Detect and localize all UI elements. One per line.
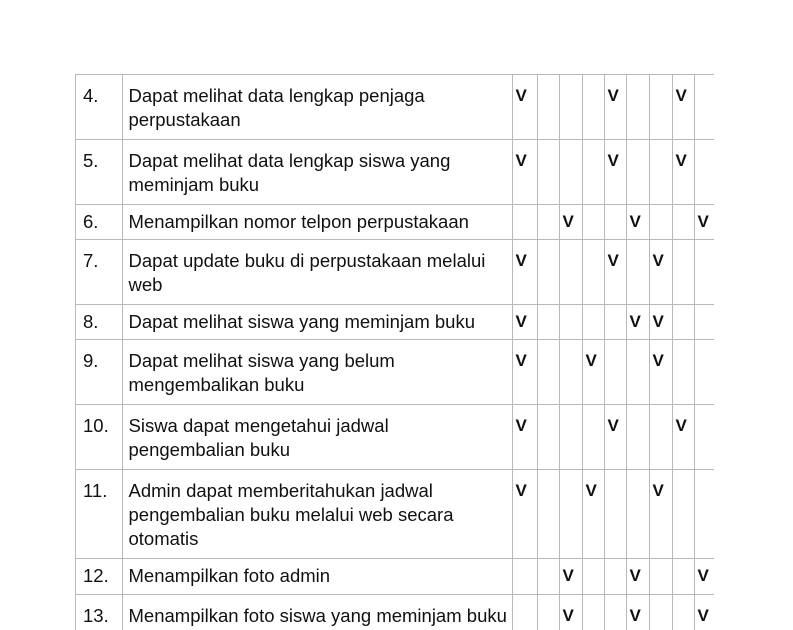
check-cell: V [559, 595, 582, 630]
check-cell [537, 205, 559, 240]
row-description: Menampilkan foto admin [122, 559, 512, 595]
check-cell: V [649, 340, 672, 405]
check-cell [694, 470, 714, 559]
check-cell [559, 405, 582, 470]
check-cell [582, 405, 604, 470]
check-cell [582, 305, 604, 340]
row-number: 8. [76, 305, 122, 340]
row-description: Dapat melihat siswa yang meminjam buku [122, 305, 512, 340]
check-cell: V [694, 595, 714, 630]
check-cell [626, 405, 649, 470]
row-description: Dapat update buku di perpustakaan melalui web [122, 240, 512, 305]
check-cell [559, 305, 582, 340]
check-cell [694, 405, 714, 470]
check-cell [559, 75, 582, 140]
check-cell [559, 140, 582, 205]
check-cell [649, 595, 672, 630]
check-cell [512, 595, 537, 630]
check-cell [694, 240, 714, 305]
check-cell: V [604, 240, 626, 305]
check-cell [512, 559, 537, 595]
check-cell [537, 470, 559, 559]
check-cell [672, 240, 694, 305]
check-cell [649, 205, 672, 240]
check-cell: V [626, 305, 649, 340]
check-cell [604, 470, 626, 559]
check-cell [537, 340, 559, 405]
check-cell [604, 595, 626, 630]
check-cell [626, 140, 649, 205]
row-number: 9. [76, 340, 122, 405]
check-cell [694, 140, 714, 205]
row-number: 11. [76, 470, 122, 559]
check-cell [604, 340, 626, 405]
row-description: Menampilkan foto siswa yang meminjam buku [122, 595, 512, 630]
check-cell [604, 559, 626, 595]
check-cell [672, 340, 694, 405]
check-cell: V [582, 470, 604, 559]
row-description: Dapat melihat siswa yang belum mengembalikan buku [122, 340, 512, 405]
check-cell [582, 559, 604, 595]
check-cell: V [512, 470, 537, 559]
check-cell: V [512, 305, 537, 340]
check-cell: V [582, 340, 604, 405]
check-cell: V [694, 205, 714, 240]
check-cell [672, 559, 694, 595]
check-cell: V [626, 595, 649, 630]
requirements-table-container [75, 74, 714, 630]
check-cell [582, 595, 604, 630]
check-cell [582, 205, 604, 240]
row-description: Admin dapat memberitahukan jadwal pengembalian buku melalui web secara otomatis [122, 470, 512, 559]
check-cell [582, 140, 604, 205]
check-cell [626, 240, 649, 305]
table-row [76, 340, 714, 405]
check-cell: V [626, 559, 649, 595]
table-row [76, 305, 714, 340]
check-cell [582, 240, 604, 305]
check-cell [559, 240, 582, 305]
check-cell: V [649, 240, 672, 305]
table-row [76, 140, 714, 205]
table-row [76, 240, 714, 305]
row-description: Dapat melihat data lengkap siswa yang meminjam buku [122, 140, 512, 205]
row-description: Dapat melihat data lengkap penjaga perpustakaan [122, 75, 512, 140]
check-cell [694, 340, 714, 405]
check-cell [537, 405, 559, 470]
row-number: 6. [76, 205, 122, 240]
check-cell [512, 205, 537, 240]
row-description: Siswa dapat mengetahui jadwal pengembalian buku [122, 405, 512, 470]
check-cell: V [649, 305, 672, 340]
check-cell [559, 340, 582, 405]
check-cell: V [604, 75, 626, 140]
check-cell [537, 75, 559, 140]
check-cell [672, 305, 694, 340]
table-body [76, 75, 714, 630]
table-row [76, 205, 714, 240]
check-cell: V [512, 240, 537, 305]
row-number: 13. [76, 595, 122, 630]
check-cell [694, 75, 714, 140]
check-cell: V [512, 140, 537, 205]
row-description: Menampilkan nomor telpon perpustakaan [122, 205, 512, 240]
check-cell: V [604, 140, 626, 205]
check-cell [649, 75, 672, 140]
check-cell [537, 140, 559, 205]
table-row [76, 405, 714, 470]
check-cell: V [694, 559, 714, 595]
check-cell [672, 205, 694, 240]
check-cell [649, 140, 672, 205]
requirements-table [76, 75, 714, 630]
check-cell: V [559, 205, 582, 240]
check-cell [626, 470, 649, 559]
check-cell [672, 470, 694, 559]
check-cell: V [512, 405, 537, 470]
table-row [76, 75, 714, 140]
table-row [76, 559, 714, 595]
check-cell [626, 340, 649, 405]
check-cell [626, 75, 649, 140]
check-cell [537, 595, 559, 630]
check-cell [559, 470, 582, 559]
check-cell [537, 240, 559, 305]
check-cell: V [672, 75, 694, 140]
check-cell: V [604, 405, 626, 470]
check-cell: V [672, 140, 694, 205]
row-number: 10. [76, 405, 122, 470]
row-number: 7. [76, 240, 122, 305]
check-cell: V [559, 559, 582, 595]
table-row [76, 595, 714, 630]
check-cell [649, 405, 672, 470]
check-cell: V [649, 470, 672, 559]
check-cell: V [512, 340, 537, 405]
check-cell [537, 559, 559, 595]
table-row [76, 470, 714, 559]
check-cell: V [672, 405, 694, 470]
check-cell: V [512, 75, 537, 140]
check-cell [649, 559, 672, 595]
check-cell: V [626, 205, 649, 240]
row-number: 4. [76, 75, 122, 140]
check-cell [604, 205, 626, 240]
row-number: 5. [76, 140, 122, 205]
check-cell [694, 305, 714, 340]
check-cell [582, 75, 604, 140]
check-cell [604, 305, 626, 340]
check-cell [672, 595, 694, 630]
row-number: 12. [76, 559, 122, 595]
check-cell [537, 305, 559, 340]
